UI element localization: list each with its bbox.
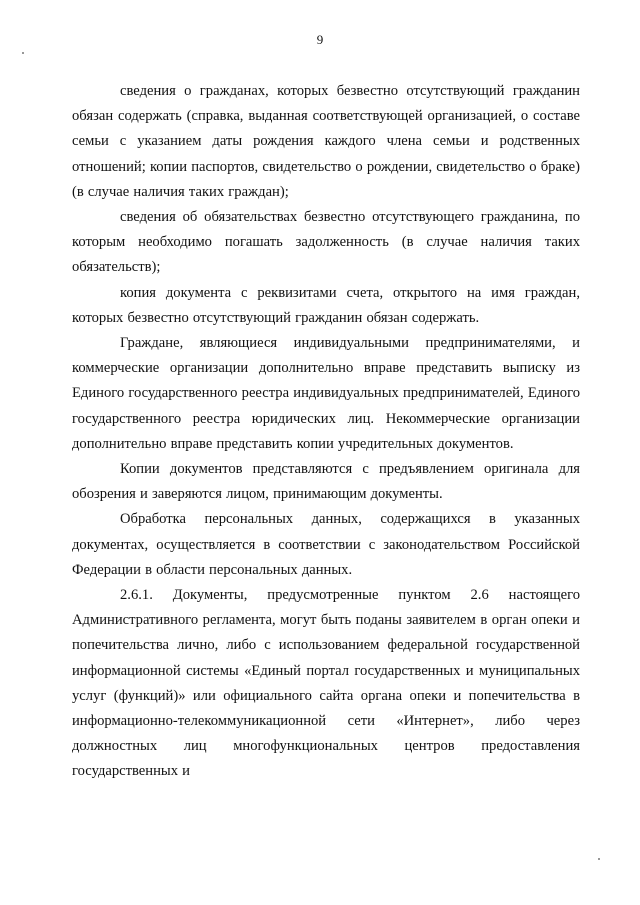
paragraph-obligations: сведения об обязательствах безвестно отсутствующего гражданина, по которым необходимо погашать задолженность (в случае наличия таких обязательств); <box>72 209 580 276</box>
page-number: 9 <box>316 32 324 47</box>
paragraph-personal-data: Обработка персональных данных, содержащихся в указанных документах, осуществляется в соответствии с законодательством Российской Федерации в области персональных данных. <box>72 511 580 578</box>
paragraph-family-dependents: сведения о гражданах, которых безвестно отсутствующий гражданин обязан содержать (справка, выданная соответствующей организацией, о составе семьи с указанием даты рождения каждого члена семьи и родственных отношений; копии паспортов, свидетельство о рождении, свидетельство о браке) (в случае наличия таких граждан); <box>72 83 580 200</box>
paragraph-account-details: копия документа с реквизитами счета, открытого на имя граждан, которых безвестно отсутствующий гражданин обязан содержать. <box>72 284 580 326</box>
scan-speck <box>22 52 24 54</box>
document-body <box>72 79 580 785</box>
scan-speck <box>598 858 600 860</box>
paragraph-submission-methods: 2.6.1. Документы, предусмотренные пунктом 2.6 настоящего Административного регламента, могут быть поданы заявителем в орган опеки и попечительства лично, либо с использованием федеральной государственной информационной системы «Единый портал государственных и муниципальных услуг (функций)» или официального сайта органа опеки и попечительства в информационно-телекоммуникационной сети «Интернет», либо через должностных лиц многофункциональных центров предоставления государственных и <box>72 587 580 780</box>
paragraph-entrepreneurs: Граждане, являющиеся индивидуальными предпринимателями, и коммерческие организации дополнительно вправе представить выписку из Единого государственного реестра индивидуальных предпринимателей, Единого государственного реестра юридических лиц. Некоммерческие организации дополнительно вправе представить копии учредительных документов. <box>72 335 580 452</box>
paragraph-document-copies: Копии документов представляются с предъявлением оригинала для обозрения и заверяются лицом, принимающим документы. <box>72 461 580 503</box>
